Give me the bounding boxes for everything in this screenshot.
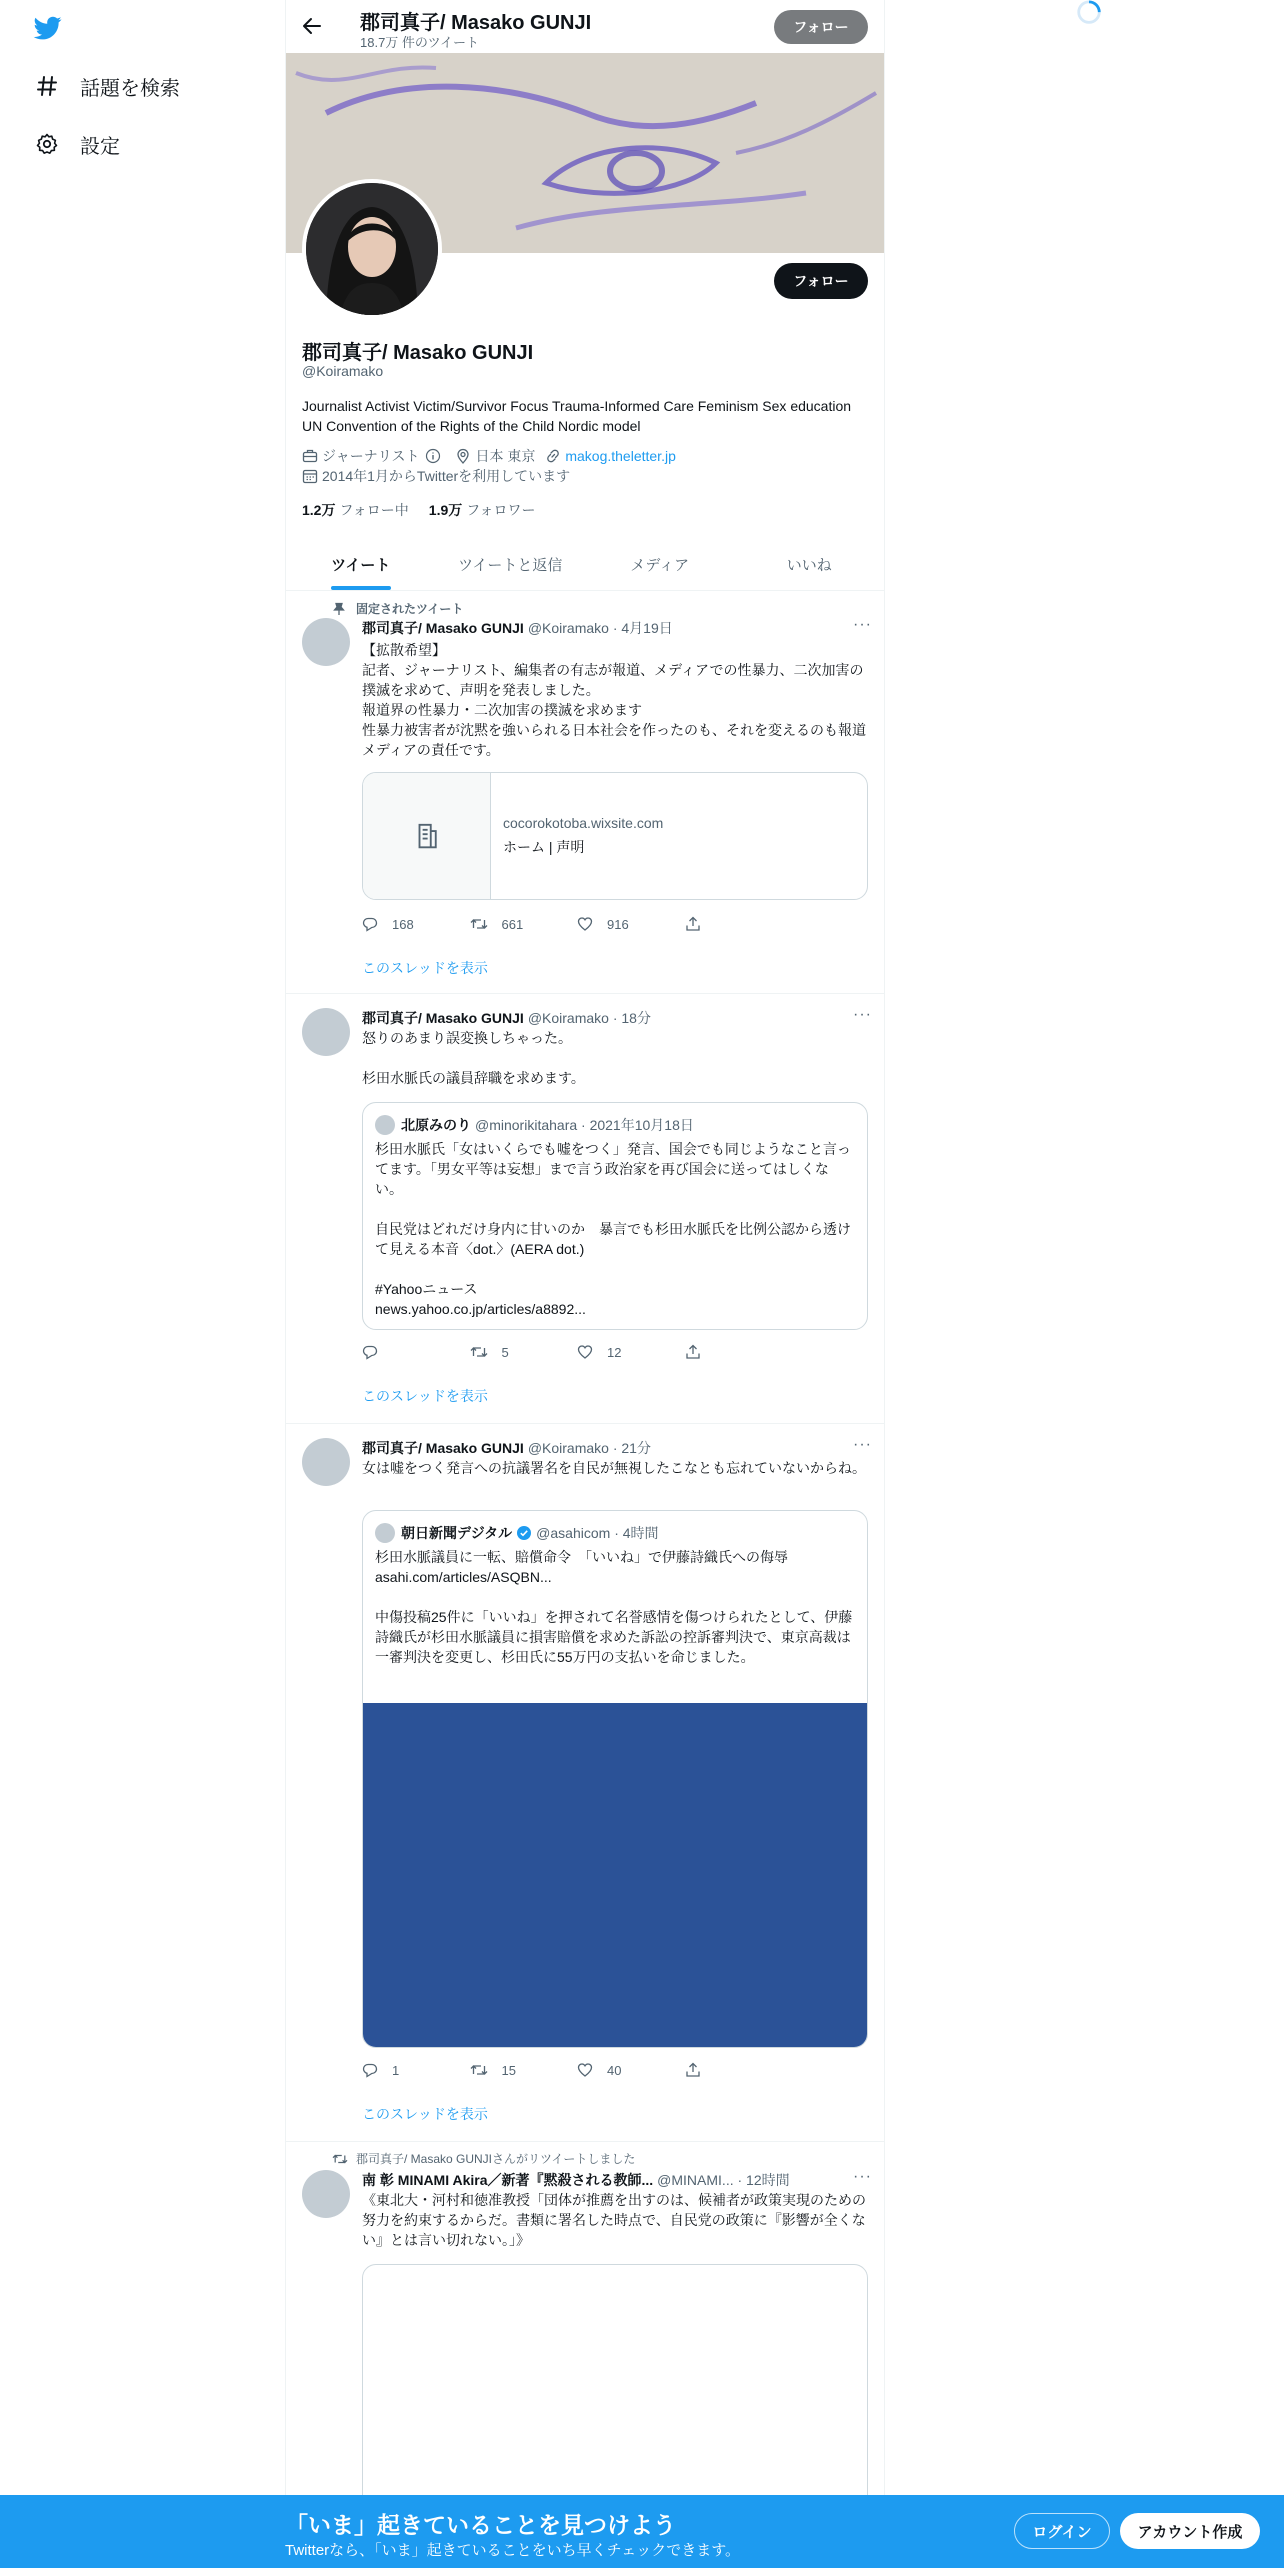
reply-button[interactable]: 1 (362, 2062, 470, 2078)
tweet[interactable] (286, 994, 884, 1424)
heart-icon (577, 2062, 593, 2078)
tab-tweets[interactable]: ツイート (286, 538, 436, 590)
tweet-header: 郡司真子/ Masako GUNJI @Koiramako · 4月19日 ··· (362, 616, 872, 636)
header-follow-button[interactable]: フォロー (774, 10, 868, 44)
quote-text: 杉田水脈議員に一転、賠償命令 「いいね」で伊藤詩織氏への侮辱 asahi.com/articles/ASQBN... 中傷投稿25件に「いいね」を押されて名誉感情を傷つけられたとして、伊藤詩織氏が杉田水脈議員に損害賠償を求めた訴訟の控訴審判決で、東京高裁は一審判決を変更し、杉田氏に55万円の支払いを命じました。 (375, 1549, 853, 1665)
tweet-pinned[interactable] (286, 592, 884, 994)
share-icon (685, 2062, 701, 2078)
tab-tweets-and-replies[interactable]: ツイートと返信 (458, 556, 563, 574)
document-icon (412, 821, 442, 851)
left-navigation (0, 0, 284, 2568)
show-thread-link[interactable]: このスレッドを表示 (362, 1388, 488, 1404)
info-icon[interactable] (425, 448, 441, 464)
profile-name: 郡司真子/ Masako GUNJI (302, 342, 534, 364)
card-thumbnail (363, 773, 491, 899)
show-thread-link[interactable]: このスレッドを表示 (362, 960, 488, 976)
signup-button[interactable]: アカウント作成 (1120, 2513, 1260, 2549)
hashtag-icon (34, 73, 60, 99)
share-icon (685, 916, 701, 932)
profile-bio: Journalist Activist Victim/Survivor Focus Trauma-Informed Care Feminism Sex education UN Convention of the Rights of the Child Nordic model (302, 398, 852, 434)
tweet-text: 【拡散希望】 記者、ジャーナリスト、編集者の有志が報道、メディアでの性暴力、二次加害の撲滅を求めて、声明を発表しました。 報道界の性暴力・二次加害の撲滅を求めます 性暴力被害者が沈黙を強いられる日本社会を作ったのも、それを変えるのも報道メディアの責任です。 (362, 642, 866, 758)
like-button[interactable]: 12 (577, 1344, 685, 1360)
like-button[interactable]: 916 (577, 916, 685, 932)
quote-header: 朝日新聞デジタル @asahicom · 4時間 (363, 1511, 867, 1543)
avatar (375, 1115, 395, 1135)
reply-button[interactable] (362, 1344, 470, 1360)
tab-media[interactable]: メディア (630, 556, 690, 574)
nav-settings-label: 設定 (80, 135, 120, 158)
gear-icon (34, 131, 60, 157)
retweet-button[interactable]: 5 (470, 1344, 578, 1360)
heart-icon (577, 916, 593, 932)
reply-icon (362, 1344, 378, 1360)
follow-button[interactable]: フォロー (774, 263, 868, 299)
profile-location: 日本 東京 (455, 446, 535, 466)
nav-explore-label: 話題を検索 (80, 77, 180, 100)
banner-title: 「いま」起きていることを見つけよう (285, 2512, 676, 2538)
heart-icon (577, 1344, 593, 1360)
twitter-logo-icon[interactable] (32, 14, 64, 42)
verified-badge-icon (516, 1525, 532, 1541)
link-card[interactable] (362, 772, 868, 900)
header-tweet-count: 18.7万 件のツイート (360, 35, 480, 50)
tweet-header: 郡司真子/ Masako GUNJI @Koiramako · 21分 ··· (362, 1436, 872, 1456)
share-button[interactable] (685, 2062, 793, 2078)
retweet-icon (470, 916, 488, 932)
followers-stat[interactable]: 1.9万 フォロワー (428, 502, 536, 518)
tweet-header: 南 彰 MINAMI Akira／新著『黙殺される教師... @MINAMI... · 12時間 ··· (362, 2168, 872, 2188)
tweet-text: 怒りのあまり誤変換しちゃった。 杉田水脈氏の議員辞職を求めます。 (362, 1030, 585, 1086)
tweet-actions (362, 916, 792, 932)
tab-likes[interactable]: いいね (786, 556, 832, 574)
reply-icon (362, 2062, 378, 2078)
card-title: ホーム | 声明 (503, 839, 585, 855)
show-thread-link[interactable]: このスレッドを表示 (362, 2106, 488, 2122)
profile-header (286, 0, 884, 53)
loading-spinner-icon (1074, 0, 1104, 28)
nav-settings[interactable] (34, 124, 120, 164)
tweet[interactable] (286, 1424, 884, 2142)
link-icon (545, 448, 561, 464)
signup-banner (0, 2495, 1284, 2568)
more-icon[interactable]: ··· (853, 616, 872, 633)
share-button[interactable] (685, 916, 793, 932)
banner-subtitle: Twitterなら、「いま」起きていることをいち早くチェックできます。 (285, 2542, 741, 2559)
pin-icon (332, 602, 346, 616)
tweet-actions (362, 1344, 792, 1360)
nav-explore[interactable] (34, 66, 180, 106)
retweet-icon (470, 1344, 488, 1360)
avatar[interactable] (302, 1008, 350, 1056)
retweet-button[interactable]: 15 (470, 2062, 578, 2078)
profile-avatar[interactable] (302, 179, 442, 319)
profile-joined: 2014年1月からTwitterを利用しています (302, 466, 570, 486)
retweet-icon (332, 2152, 348, 2166)
pinned-label: 固定されたツイート (332, 600, 463, 617)
avatar (375, 1523, 395, 1543)
avatar[interactable] (302, 2170, 350, 2218)
briefcase-icon (302, 448, 318, 464)
login-button[interactable]: ログイン (1014, 2513, 1110, 2549)
profile-meta (302, 446, 872, 486)
header-title: 郡司真子/ Masako GUNJI (360, 12, 592, 34)
calendar-icon (302, 468, 318, 484)
share-icon (685, 1344, 701, 1360)
like-button[interactable]: 40 (577, 2062, 685, 2078)
reply-button[interactable]: 168 (362, 916, 470, 932)
share-button[interactable] (685, 1344, 793, 1360)
more-icon[interactable]: ··· (853, 1436, 872, 1453)
reply-icon (362, 916, 378, 932)
tweet-text: 女は嘘をつく発言への抗議署名を自民が無視したこなとも忘れていないからね。 (362, 1460, 866, 1476)
profile-website[interactable]: makog.theletter.jp (545, 446, 676, 466)
profile-category: ジャーナリスト (302, 446, 445, 466)
back-arrow-icon[interactable] (300, 14, 324, 38)
avatar[interactable] (302, 1438, 350, 1486)
tweet-header: 郡司真子/ Masako GUNJI @Koiramako · 18分 ··· (362, 1006, 872, 1026)
profile-column (285, 0, 885, 2568)
location-pin-icon (455, 448, 471, 464)
following-stat[interactable]: 1.2万 フォロー中 (302, 502, 409, 518)
more-icon[interactable]: ··· (853, 2168, 872, 2185)
retweet-icon (470, 2062, 488, 2078)
retweet-button[interactable]: 661 (470, 916, 578, 932)
tweet-actions (362, 2062, 792, 2078)
profile-tabs (286, 538, 884, 591)
quote-text: 杉田水脈氏「女はいくらでも嘘をつく」発言、国会でも同じようなこと言ってます。「男女平等は妄想」まで言う政治家を再び国会に送ってはしくない。 自民党はどれだけ身内に甘いのか 暴言でも杉田水脈氏を比例公認から透けて見える本音〈dot.〉(AERA dot.) #Yahooニュース news.yahoo.co.jp/articles/a8892... (375, 1141, 851, 1317)
quote-tweet[interactable] (362, 1102, 868, 1330)
quote-tweet[interactable] (362, 1510, 868, 2048)
profile-handle: @Koiramako (302, 363, 384, 379)
tweet-text: 《東北大・河村和徳准教授「団体が推薦を出すのは、候補者が政策実現のための努力を約束するからだ。書類に署名した時点で、自民党の政策に『影響が全くない』とは言い切れない。」》 (362, 2192, 866, 2248)
quote-header: 北原みのり @minorikitahara · 2021年10月18日 (363, 1103, 867, 1135)
more-icon[interactable]: ··· (853, 1006, 872, 1023)
retweet-label: 郡司真子/ Masako GUNJIさんがリツイートしました (332, 2150, 635, 2167)
profile-stats (302, 500, 556, 520)
avatar[interactable] (302, 618, 350, 666)
card-domain: cocorokotoba.wixsite.com (503, 815, 664, 831)
quote-image[interactable] (363, 1703, 867, 2047)
